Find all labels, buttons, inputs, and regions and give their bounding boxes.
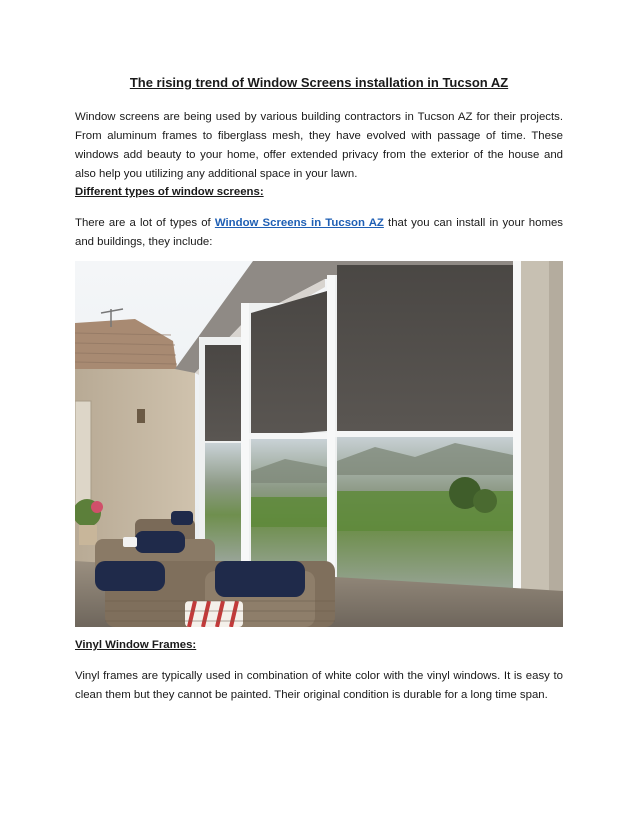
types-paragraph	[75, 214, 563, 252]
section-heading-types: Different types of window screens:	[75, 186, 264, 198]
window-screens-photo	[75, 261, 563, 627]
section-heading-vinyl: Vinyl Window Frames:	[75, 639, 197, 651]
types-text-after-link: that you can install in your homes and buildings, they include:	[75, 217, 563, 248]
types-text-before-link: There are a lot of types of	[75, 217, 215, 229]
vinyl-paragraph: Vinyl frames are typically used in combination of white color with the vinyl windows. It is easy to clean them but they cannot be painted. Their original condition is durable for a long time span.	[75, 670, 563, 701]
document-title: The rising trend of Window Screens installation in Tucson AZ	[129, 75, 509, 90]
window-screens-link[interactable]: Window Screens in Tucson AZ	[214, 217, 384, 229]
patio-illustration	[75, 261, 563, 627]
intro-paragraph: Window screens are being used by various building contractors in Tucson AZ for their projects. From aluminum frames to fiberglass mesh, they have evolved with passage of time. These windows add beauty to your home, offer extended privacy from the exterior of the house and also help you utilizing any additional space in your lawn.	[75, 111, 563, 180]
